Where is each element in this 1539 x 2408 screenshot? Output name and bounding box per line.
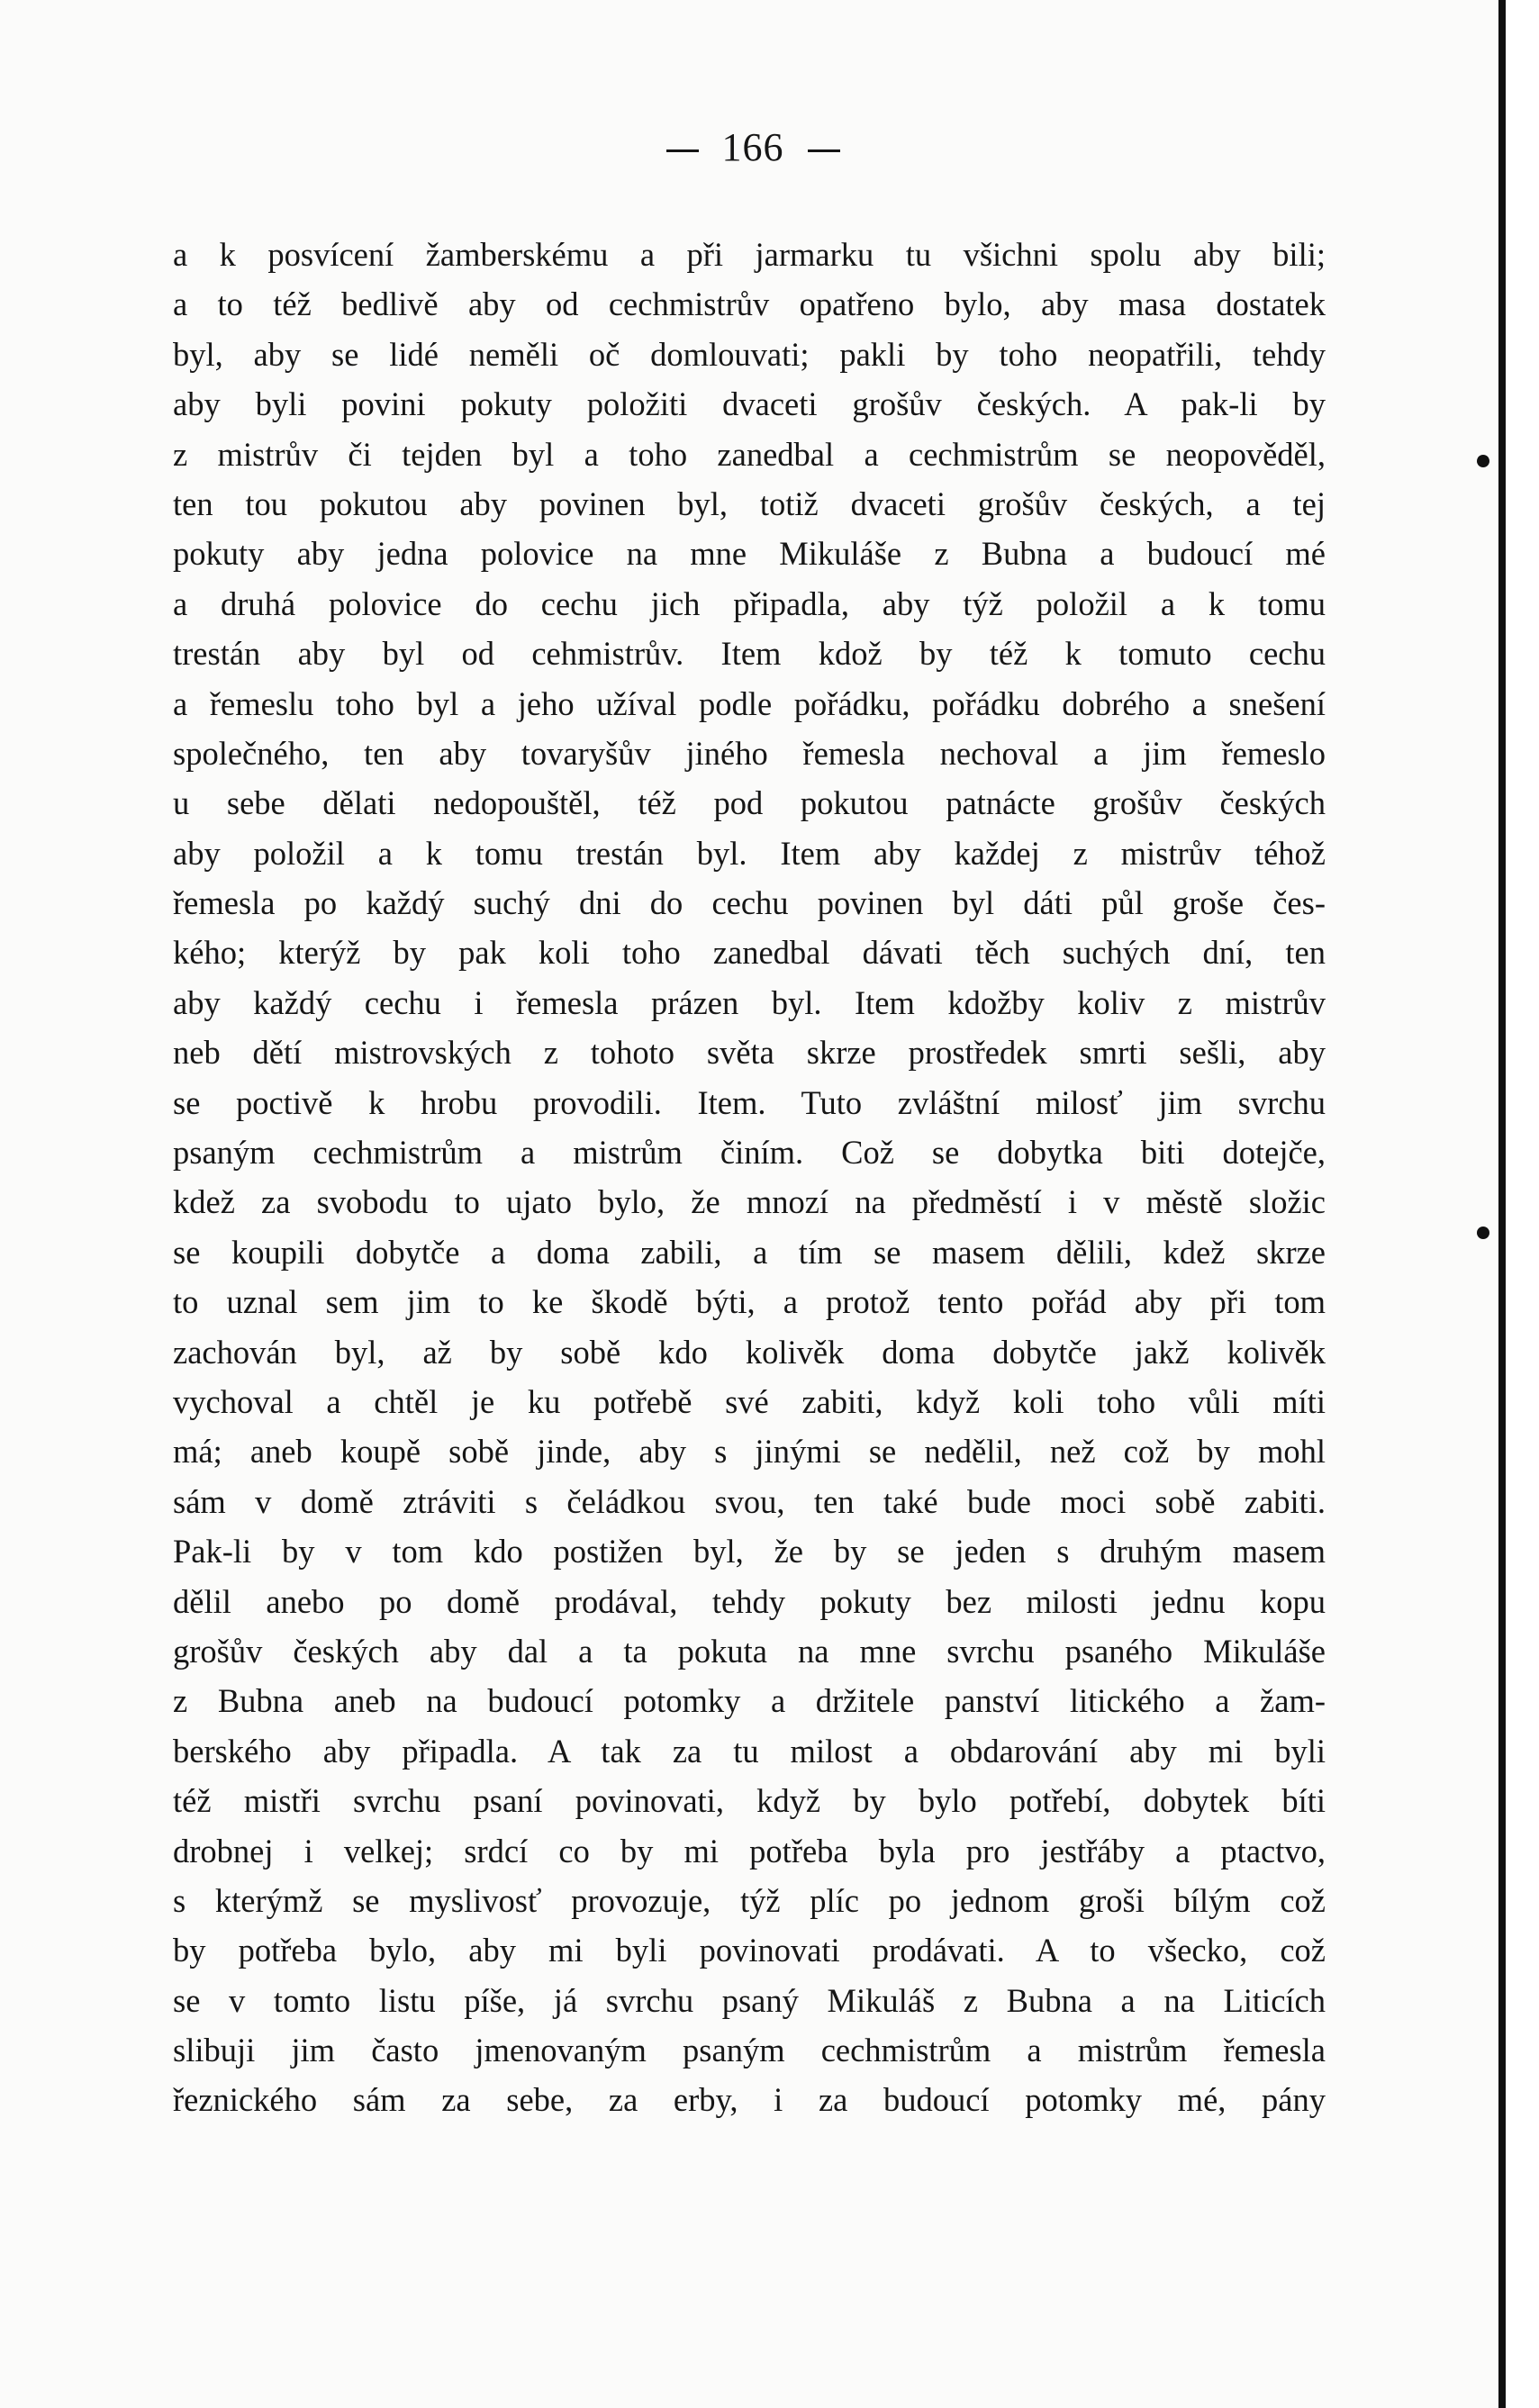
text-line: Pak-li by v tom kdo postižen byl, že by se jeden s druhým masem [173, 1533, 1326, 1571]
text-line: se koupili dobytče a doma zabili, a tím se masem dělili, kdež skrze [173, 1233, 1326, 1271]
text-line: se v tomto listu píše, já svrchu psaný Mikuláš z Bubna a na Liticích [173, 1981, 1326, 2019]
text-line: a druhá polovice do cechu jich připadla, aby týž položil a k tomu [173, 584, 1326, 622]
text-line: z mistrův či tejden byl a toho zanedbal a cechmistrům se neopověděl, [173, 435, 1326, 473]
text-line: aby byli povini pokuty položiti dvaceti grošův českých. A pak-li by [173, 385, 1326, 423]
text-line: kého; kterýž by pak koli toho zanedbal dávati těch suchých dní, ten [173, 934, 1326, 972]
text-line: dělil anebo po domě prodával, tehdy pokuty bez milosti jednu kopu [173, 1582, 1326, 1620]
text-line: slibuji jim často jmenovaným psaným cechmistrům a mistrům řemesla [173, 2032, 1326, 2069]
text-line: vychoval a chtěl je ku potřebě své zabiti, když koli toho vůli míti [173, 1382, 1326, 1420]
text-line: a řemeslu toho byl a jeho užíval podle pořádku, pořádku dobrého a snešení [173, 684, 1326, 722]
text-line: ten tou pokutou aby povinen byl, totiž dvaceti grošův českých, a tej [173, 484, 1326, 522]
text-line: psaným cechmistrům a mistrům činím. Což se dobytka biti dotejče, [173, 1134, 1326, 1172]
page-number: 166 [721, 125, 784, 169]
text-line: aby každý cechu i řemesla prázen byl. Item kdožby koliv z mistrův [173, 983, 1326, 1021]
text-line: grošův českých aby dal a ta pokuta na mne svrchu psaného Mikuláše [173, 1632, 1326, 1670]
text-line: má; aneb koupě sobě jinde, aby s jinými se nedělil, než což by mohl [173, 1433, 1326, 1471]
left-dash [666, 149, 699, 152]
right-dash [808, 149, 840, 152]
text-line: sám v domě ztráviti s čeládkou svou, ten také bude moci sobě zabiti. [173, 1482, 1326, 1520]
text-line: též mistři svrchu psaní povinovati, když by bylo potřebí, dobytek bíti [173, 1782, 1326, 1820]
text-line: zachován byl, až by sobě kdo kolivěk doma dobytče jakž kolivěk [173, 1333, 1326, 1371]
scan-speck-mark [1477, 455, 1489, 467]
text-line: a to též bedlivě aby od cechmistrův opatřeno bylo, aby masa dostatek [173, 285, 1326, 323]
page-number-header [0, 124, 1506, 170]
scan-speck-mark [1477, 1227, 1489, 1239]
text-line: pokuty aby jedna polovice na mne Mikuláše z Bubna a budoucí mé [173, 535, 1326, 573]
text-line: se poctivě k hrobu provodili. Item. Tuto zvláštní milosť jim svrchu [173, 1083, 1326, 1121]
text-line: trestán aby byl od cehmistrův. Item kdož by též k tomuto cechu [173, 635, 1326, 673]
text-line: a k posvícení žamberskému a při jarmarku tu všichni spolu aby bili; [173, 236, 1326, 273]
text-line: berského aby připadla. A tak za tu milost a obdarování aby mi byli [173, 1732, 1326, 1770]
text-line: s kterýmž se myslivosť provozuje, týž plíc po jednom groši bílým což [173, 1881, 1326, 1919]
text-line: by potřeba bylo, aby mi byli povinovati prodávati. A to všecko, což [173, 1932, 1326, 1969]
body-text [173, 230, 1326, 2125]
text-line: kdež za svobodu to ujato bylo, že mnozí na předměstí i v městě složic [173, 1183, 1326, 1221]
text-line: z Bubna aneb na budoucí potomky a držitele panství litického a žam- [173, 1682, 1326, 1720]
text-line: to uznal sem jim to ke škodě býti, a protož tento pořád aby při tom [173, 1283, 1326, 1321]
text-line: řemesla po každý suchý dni do cechu povinen byl dáti půl groše čes- [173, 884, 1326, 922]
text-line: u sebe dělati nedopouštěl, též pod pokutou patnácte grošův českých [173, 784, 1326, 822]
text-line: řeznického sám za sebe, za erby, i za budoucí potomky mé, pány [173, 2081, 1326, 2119]
text-line: drobnej i velkej; srdcí co by mi potřeba byla pro jestřáby a ptactvo, [173, 1832, 1326, 1869]
text-line: společného, ten aby tovaryšův jiného řemesla nechoval a jim řemeslo [173, 734, 1326, 772]
text-line: byl, aby se lidé neměli oč domlouvati; pakli by toho neopatřili, tehdy [173, 335, 1326, 373]
text-line: neb dětí mistrovských z tohoto světa skrze prostředek smrti sešli, aby [173, 1034, 1326, 1072]
scan-edge-border [1498, 0, 1506, 2408]
text-line: aby položil a k tomu trestán byl. Item aby každej z mistrův téhož [173, 834, 1326, 872]
